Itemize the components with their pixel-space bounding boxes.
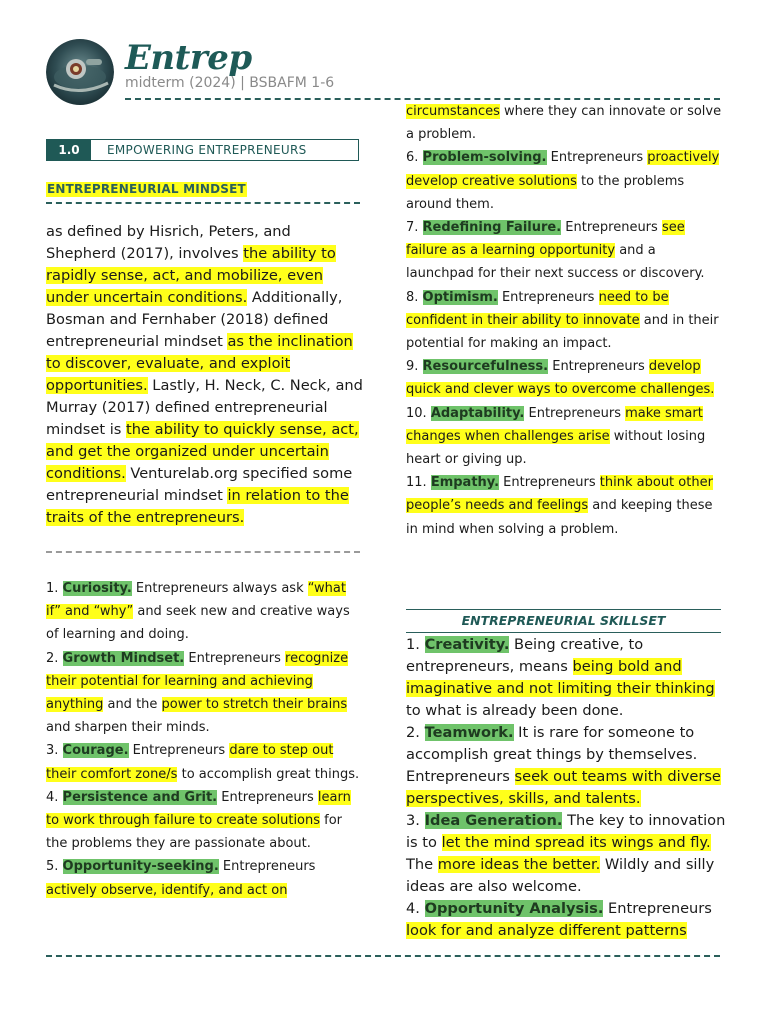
item-number: 10. bbox=[406, 405, 431, 421]
logo-icon bbox=[46, 39, 114, 105]
trait-item bbox=[46, 786, 364, 856]
item-number: 2. bbox=[46, 650, 63, 666]
body-text: It is rare for someone to accomplish great things by themselves. Entrepreneurs bbox=[406, 724, 698, 785]
trait-item bbox=[406, 216, 726, 286]
highlighted-text: learn to work through failure to create solutions bbox=[46, 789, 351, 829]
section-number: 1.0 bbox=[47, 140, 91, 160]
body-text: Wildly and silly ideas are also welcome. bbox=[406, 856, 715, 895]
trait-item bbox=[406, 402, 726, 472]
item-number: 7. bbox=[406, 220, 423, 236]
item-label: Persistence and Grit. bbox=[62, 789, 218, 805]
skill-item bbox=[406, 722, 726, 810]
trait-item bbox=[406, 286, 726, 356]
item-label: Courage. bbox=[62, 743, 129, 759]
body-text: Entrepreneurs bbox=[497, 289, 599, 305]
item-number: 3. bbox=[406, 812, 425, 829]
body-text: as defined by Hisrich, Peters, and Shepherd (2017), involves bbox=[46, 223, 291, 262]
trait-item bbox=[406, 471, 726, 541]
body-text: Entrepreneurs bbox=[218, 859, 316, 875]
traits-list-col1 bbox=[46, 577, 364, 902]
body-text: and in their potential for making an impact. bbox=[406, 312, 719, 352]
highlighted-text: need to be confident in their ability to innovate bbox=[406, 289, 669, 328]
item-label: Redefining Failure. bbox=[422, 220, 562, 236]
trait-item bbox=[46, 647, 364, 740]
item-label: Teamwork. bbox=[424, 724, 514, 741]
definition-divider bbox=[46, 551, 360, 553]
highlighted-text: actively observe, identify, and act on bbox=[46, 882, 288, 898]
item-label: Growth Mindset. bbox=[62, 650, 185, 666]
highlighted-text: in relation to the traits of the entrepreneurs. bbox=[46, 487, 349, 526]
item-number: 9. bbox=[406, 359, 423, 375]
body-text: Entrepreneurs bbox=[524, 405, 626, 421]
highlighted-text: let the mind spread its wings and fly. bbox=[441, 834, 711, 851]
body-text: to accomplish great things. bbox=[177, 766, 360, 782]
highlighted-text: develop quick and clever ways to overcome challenges. bbox=[406, 359, 715, 398]
item-label: Empathy. bbox=[430, 475, 500, 491]
item-number: 2. bbox=[406, 724, 425, 741]
body-text: to what is already been done. bbox=[406, 702, 624, 719]
highlighted-text: being bold and imaginative and not limiting their thinking bbox=[406, 658, 715, 697]
highlighted-text: power to stretch their brains bbox=[161, 697, 348, 713]
body-text: The key to innovation is to bbox=[406, 812, 726, 851]
body-text: Lastly, H. Neck, C. Neck, and Murray (2017) defined entrepreneurial mindset is bbox=[46, 377, 363, 438]
highlighted-text: see failure as a learning opportunity bbox=[406, 220, 685, 259]
item-label: Optimism. bbox=[422, 289, 498, 305]
item-label: Creativity. bbox=[424, 636, 510, 653]
body-text: for the problems they are passionate about. bbox=[46, 813, 343, 852]
highlighted-text: the ability to quickly sense, act, and get the organized under uncertain conditions. bbox=[46, 421, 359, 482]
highlighted-text: recognize their potential for learning and achieving anything bbox=[46, 650, 349, 713]
body-text: Entrepreneurs bbox=[561, 220, 662, 236]
traits-list-col2 bbox=[406, 100, 726, 541]
highlighted-text: seek out teams with diverse perspectives, skills, and talents. bbox=[406, 768, 721, 807]
trait-item bbox=[406, 100, 726, 146]
body-text: to the problems around them. bbox=[406, 173, 685, 212]
section-title: EMPOWERING ENTREPRENEURS bbox=[107, 143, 307, 157]
item-number: 11. bbox=[406, 475, 431, 491]
item-label: Opportunity-seeking. bbox=[62, 859, 219, 875]
item-number: 3. bbox=[46, 743, 63, 759]
footer-divider bbox=[46, 955, 720, 957]
body-text: and the bbox=[103, 697, 162, 713]
item-label: Problem-solving. bbox=[422, 150, 547, 166]
trait-item bbox=[46, 577, 364, 647]
skillset-list bbox=[406, 634, 726, 942]
trait-item bbox=[406, 146, 726, 216]
body-text: Entrepreneurs bbox=[184, 650, 286, 666]
item-number: 1. bbox=[406, 636, 425, 653]
body-text: Venturelab.org specified some entrepreneurial mindset bbox=[46, 465, 353, 504]
highlighted-text: “what if” and “why” bbox=[46, 581, 346, 620]
page-subtitle: midterm (2024) | BSBAFM 1-6 bbox=[125, 75, 335, 91]
skill-item bbox=[406, 810, 726, 898]
mindset-definition bbox=[46, 221, 364, 529]
body-text: Being creative, to entrepreneurs, means bbox=[406, 636, 644, 675]
body-text: Additionally, Bosman and Fernhaber (2018) defined entrepreneurial mindset bbox=[46, 289, 343, 350]
body-text: and seek new and creative ways of learning and doing. bbox=[46, 604, 350, 643]
trait-item bbox=[46, 855, 364, 901]
body-text: Entrepreneurs bbox=[603, 900, 712, 917]
trait-item bbox=[406, 355, 726, 401]
body-text: The bbox=[406, 856, 438, 873]
mindset-heading: ENTREPRENEURIAL MINDSET bbox=[47, 182, 246, 196]
body-text: Entrepreneurs bbox=[548, 359, 649, 375]
trait-item bbox=[46, 739, 364, 785]
item-label: Idea Generation. bbox=[424, 812, 563, 829]
item-number: 4. bbox=[406, 900, 425, 917]
body-text: Entrepreneurs bbox=[217, 789, 318, 805]
highlighted-text: proactively develop creative solutions bbox=[406, 150, 720, 189]
highlighted-text: look for and analyze different patterns bbox=[406, 922, 687, 939]
body-text: Entrepreneurs always ask bbox=[131, 581, 308, 596]
brand-title: Entrep bbox=[125, 38, 252, 78]
mindset-divider bbox=[46, 202, 360, 204]
skill-item bbox=[406, 634, 726, 722]
highlighted-text: think about other people’s needs and feelings bbox=[406, 475, 713, 514]
item-label: Resourcefulness. bbox=[422, 359, 549, 375]
item-number: 4. bbox=[46, 789, 63, 805]
highlighted-text: dare to step out their comfort zone/s bbox=[46, 743, 334, 782]
highlighted-text: make smart changes when challenges arise bbox=[406, 405, 703, 444]
highlighted-text: as the inclination to discover, evaluate, and exploit opportunities. bbox=[46, 333, 353, 394]
item-number: 5. bbox=[46, 859, 63, 875]
body-text: Entrepreneurs bbox=[499, 475, 600, 491]
section-header bbox=[46, 139, 359, 161]
skillset-heading: ENTREPRENEURIAL SKILLSET bbox=[406, 609, 721, 633]
highlighted-text: the ability to rapidly sense, act, and mobilize, even under uncertain conditions. bbox=[46, 245, 336, 306]
body-text: and keeping these in mind when solving a problem. bbox=[406, 498, 713, 537]
highlighted-text: more ideas the better. bbox=[437, 856, 601, 873]
skill-item bbox=[406, 898, 726, 942]
highlighted-text: circumstances bbox=[406, 104, 500, 119]
item-number: 1. bbox=[46, 581, 63, 596]
item-label: Curiosity. bbox=[62, 581, 132, 596]
body-text: without losing heart or giving up. bbox=[406, 428, 706, 468]
body-text: and a launchpad for their next success or discovery. bbox=[406, 243, 705, 282]
body-text: where they can innovate or solve a problem. bbox=[406, 104, 722, 143]
item-label: Opportunity Analysis. bbox=[424, 900, 604, 917]
body-text: and sharpen their minds. bbox=[46, 720, 210, 736]
body-text: Entrepreneurs bbox=[128, 743, 230, 759]
body-text: Entrepreneurs bbox=[546, 150, 648, 166]
item-number: 6. bbox=[406, 150, 423, 166]
item-label: Adaptability. bbox=[430, 405, 525, 421]
item-number: 8. bbox=[406, 289, 423, 305]
